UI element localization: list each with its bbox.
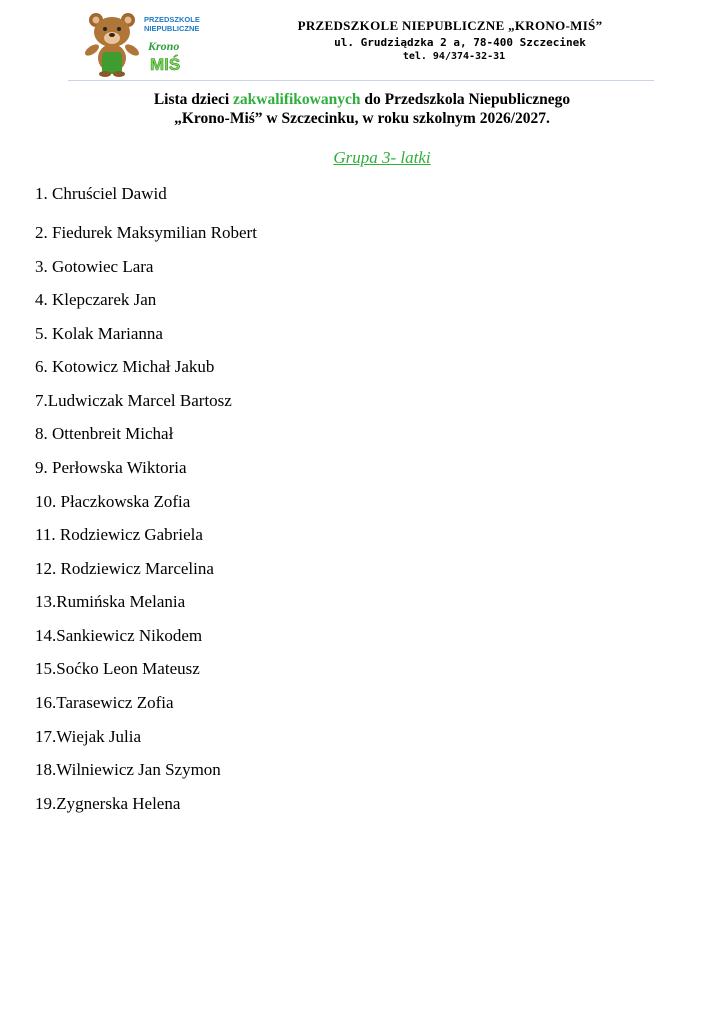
school-phone: tel. 94/374-32-31 (402, 51, 506, 62)
group-heading: Grupa 3- latki (333, 148, 431, 167)
list-item: 19.Zygnerska Helena (35, 794, 181, 813)
list-item: 1. Chruściel Dawid (35, 184, 167, 203)
list-item: 11. Rodziewicz Gabriela (35, 525, 203, 544)
document-title (60, 90, 664, 128)
krono-mis-logo (80, 6, 210, 78)
logo-text-3: Krono (148, 39, 180, 53)
list-item: 3. Gotowiec Lara (35, 257, 154, 276)
list-item: 16.Tarasewicz Zofia (35, 693, 174, 712)
list-item: 2. Fiedurek Maksymilian Robert (35, 223, 257, 242)
title-part-2: do Przedszkola Niepublicznego (360, 91, 571, 108)
list-item: 7.Ludwiczak Marcel Bartosz (35, 391, 232, 410)
list-item: 9. Perłowska Wiktoria (35, 458, 187, 477)
title-line-1 (60, 90, 664, 109)
title-part-1: Lista dzieci (153, 91, 234, 108)
list-item: 15.Soćko Leon Mateusz (35, 659, 200, 678)
list-item: 18.Wilniewicz Jan Szymon (35, 760, 221, 779)
list-item: 4. Klepczarek Jan (35, 290, 157, 309)
logo-text-2: NIEPUBLICZNE (144, 24, 200, 33)
logo-text-1: PRZEDSZKOLE (144, 15, 200, 24)
list-item: 8. Ottenbreit Michał (35, 424, 174, 443)
header-divider (68, 80, 654, 81)
list-item: 17.Wiejak Julia (35, 727, 142, 746)
list-item: 14.Sankiewicz Nikodem (35, 626, 203, 645)
list-item: 13.Rumińska Melania (35, 592, 186, 611)
school-address: ul. Grudziądzka 2 a, 78-400 Szczecinek (334, 36, 586, 49)
list-item: 12. Rodziewicz Marcelina (35, 559, 214, 578)
title-line-2: „Krono-Miś” w Szczecinku, w roku szkolnym 2026/2027. (174, 110, 550, 127)
header (250, 18, 650, 62)
logo-text-4: MIŚ (150, 55, 181, 74)
list-item: 6. Kotowicz Michał Jakub (35, 357, 215, 376)
list-item: 5. Kolak Marianna (35, 324, 163, 343)
list-item: 10. Płaczkowska Zofia (35, 492, 191, 511)
title-highlight: zakwalifikowanych (233, 91, 361, 108)
school-name: PRZEDSZKOLE NIEPUBLICZNE „KRONO-MIŚ” (297, 18, 603, 33)
